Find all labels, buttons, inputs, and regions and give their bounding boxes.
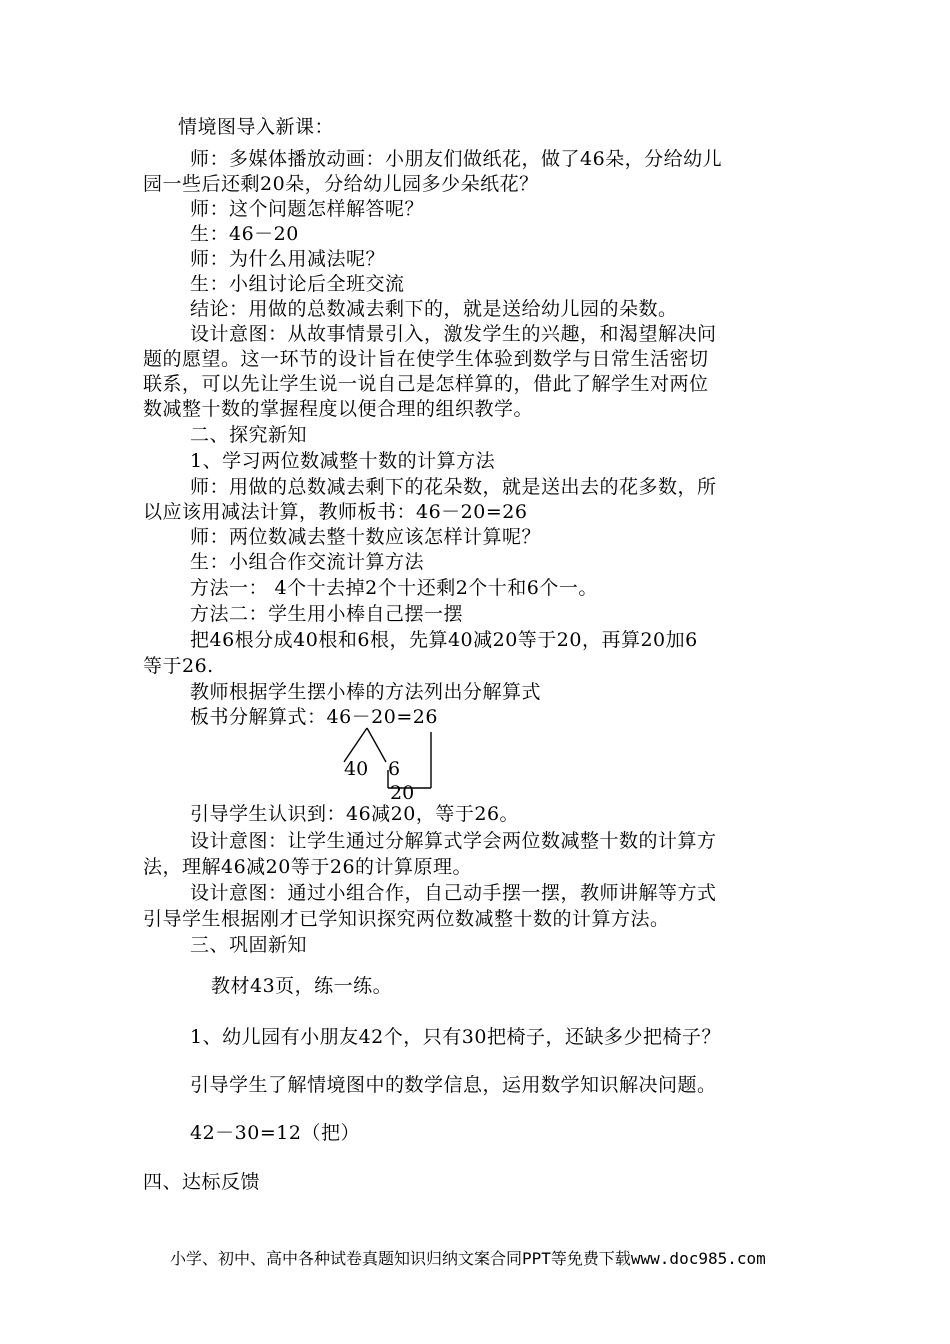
text-line: 设计意图：让学生通过分解算式学会两位数减整十数的计算方 <box>190 830 717 852</box>
text-line: 联系，可以先让学生说一说自己是怎样算的，借此了解学生对两位 <box>143 373 709 395</box>
text-line: 生：小组讨论后全班交流 <box>190 273 405 295</box>
text-line: 1、学习两位数减整十数的计算方法 <box>190 450 496 472</box>
text-line: 生：小组合作交流计算方法 <box>190 551 425 573</box>
text-line: 教材43页，练一练。 <box>211 975 393 997</box>
text-line: 园一些后还剩20朵，分给幼儿园多少朵纸花？ <box>143 173 539 195</box>
text-line: 引导学生认识到：46减20，等于26。 <box>190 803 520 825</box>
text-line: 情境图导入新课： <box>178 116 335 138</box>
text-line: 方法一： 4个十去掉2个十还剩2个十和6个一。 <box>190 577 598 599</box>
text-line: 设计意图：通过小组合作，自己动手摆一摆，教师讲解等方式 <box>190 882 717 904</box>
text-line: 教师根据学生摆小棒的方法列出分解算式 <box>190 681 542 703</box>
diagram-result: 20 <box>390 782 415 804</box>
text-line: 师：这个问题怎样解答呢？ <box>190 198 425 220</box>
section-heading: 四、达标反馈 <box>143 1171 261 1193</box>
text-line: 师：为什么用减法呢？ <box>190 248 386 270</box>
text-line: 1、幼儿园有小朋友42个，只有30把椅子，还缺多少把椅子？ <box>190 1026 721 1048</box>
split-line-left <box>344 728 367 762</box>
text-line: 等于26. <box>143 655 214 677</box>
text-line: 引导学生根据刚才已学知识探究两位数减整十数的计算方法。 <box>143 908 670 930</box>
text-line: 题的愿望。这一环节的设计旨在使学生体验到数学与日常生活密切 <box>143 348 709 370</box>
text-line: 引导学生了解情境图中的数学信息，运用数学知识解决问题。 <box>190 1074 717 1096</box>
diagram-tens: 40 <box>344 758 369 780</box>
page-footer: 小学、初中、高中各种试卷真题知识归纳文案合同PPT等免费下载www.doc985.com <box>170 1249 766 1268</box>
text-line: 42－30=12（把） <box>190 1122 360 1144</box>
text-line: 数减整十数的掌握程度以便合理的组织教学。 <box>143 398 534 420</box>
text-line: 师：用做的总数减去剩下的花朵数，就是送出去的花多数，所 <box>190 476 717 498</box>
diagram-ones: 6 <box>388 758 401 780</box>
text-line: 法，理解46减20等于26的计算原理。 <box>143 856 473 878</box>
text-line: 方法二：学生用小棒自己摆一摆 <box>190 603 464 625</box>
text-line: 结论：用做的总数减去剩下的，就是送给幼儿园的朵数。 <box>190 298 678 320</box>
text-line: 板书分解算式：46－20=26 <box>190 706 438 728</box>
section-heading: 三、巩固新知 <box>190 934 308 956</box>
text-line: 师：两位数减去整十数应该怎样计算呢？ <box>190 526 542 548</box>
text-line: 师：多媒体播放动画：小朋友们做纸花，做了46朵，分给幼儿 <box>190 148 723 170</box>
text-line: 以应该用减法计算，教师板书：46－20=26 <box>143 501 528 523</box>
section-heading: 二、探究新知 <box>190 424 308 446</box>
decomposition-diagram <box>330 720 470 806</box>
text-line: 把46根分成40根和6根，先算40减20等于20，再算20加6 <box>190 629 698 651</box>
text-line: 设计意图：从故事情景引入，激发学生的兴趣，和渴望解决问 <box>190 323 717 345</box>
text-line: 生：46－20 <box>190 223 299 245</box>
split-line-right <box>367 728 386 762</box>
